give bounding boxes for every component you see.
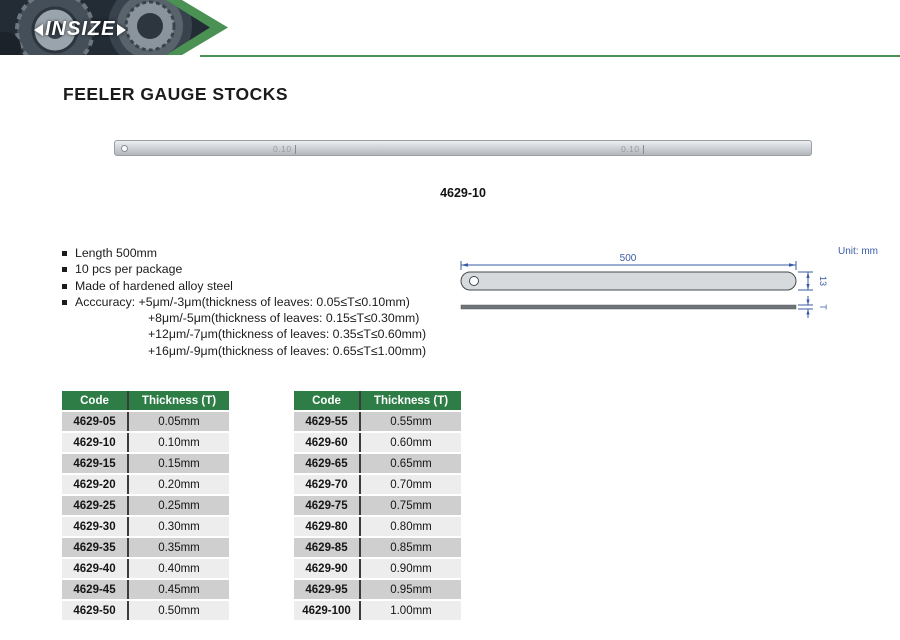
thickness-cell: 0.55mm <box>361 412 461 431</box>
code-cell: 4629-50 <box>62 601 129 620</box>
thickness-cell: 0.25mm <box>129 496 229 515</box>
code-cell: 4629-05 <box>62 412 129 431</box>
thickness-cell: 0.70mm <box>361 475 461 494</box>
thickness-cell: 0.35mm <box>129 538 229 557</box>
thickness-cell: 0.50mm <box>129 601 229 620</box>
gauge-hole <box>121 145 128 152</box>
table-row <box>62 496 229 515</box>
table-header-row <box>62 391 229 410</box>
logo-arrow-right-icon <box>117 24 126 36</box>
page-title: FEELER GAUGE STOCKS <box>63 84 289 104</box>
table-row <box>294 433 461 452</box>
insize-logo <box>34 18 126 41</box>
logo-text: INSIZE <box>45 18 116 40</box>
accuracy-continuation-line: +16μm/-9μm(thickness of leaves: 0.65≤T≤1.00mm) <box>148 343 427 358</box>
bullet-square-icon <box>62 300 67 305</box>
length-dim-label: 500 <box>619 253 637 264</box>
thickness-cell: 0.75mm <box>361 496 461 515</box>
table-row <box>294 601 461 620</box>
table-row <box>62 538 229 557</box>
thickness-cell: 0.95mm <box>361 580 461 599</box>
code-cell: 4629-80 <box>294 517 361 536</box>
code-cell: 4629-75 <box>294 496 361 515</box>
code-cell: 4629-85 <box>294 538 361 557</box>
technical-drawing <box>455 242 900 326</box>
thickness-cell: 0.20mm <box>129 475 229 494</box>
spec-item: Acccuracy: +5μm/-3μm(thickness of leaves: 0.05≤T≤0.10mm) <box>62 295 426 311</box>
table-row <box>62 580 229 599</box>
header-rule <box>200 55 900 57</box>
bullet-square-icon <box>62 284 67 289</box>
column-header: Code <box>62 391 129 410</box>
thickness-cell: 0.40mm <box>129 559 229 578</box>
table-row <box>62 601 229 620</box>
gauge-tick <box>643 145 645 154</box>
code-cell: 4629-100 <box>294 601 361 620</box>
column-header: Thickness (T) <box>361 391 461 410</box>
code-cell: 4629-20 <box>62 475 129 494</box>
thickness-cell: 0.90mm <box>361 559 461 578</box>
gauge-tick <box>295 145 297 154</box>
specs-list <box>62 246 426 360</box>
code-cell: 4629-15 <box>62 454 129 473</box>
thickness-cell: 0.65mm <box>361 454 461 473</box>
bullet-square-icon <box>62 251 67 256</box>
table-row <box>294 580 461 599</box>
thickness-cell: 1.00mm <box>361 601 461 620</box>
table-row <box>294 517 461 536</box>
code-cell: 4629-40 <box>62 559 129 578</box>
code-cell: 4629-95 <box>294 580 361 599</box>
table-row <box>62 412 229 431</box>
drawing-hole <box>470 277 479 286</box>
bullet-square-icon <box>62 267 67 272</box>
gauge-marking: 0.10 <box>621 144 644 154</box>
thickness-dim-label: T <box>818 304 828 310</box>
drawing-side-view <box>461 305 796 309</box>
thickness-cell: 0.85mm <box>361 538 461 557</box>
gauge-caption: 4629-10 <box>440 186 486 200</box>
table-row <box>294 538 461 557</box>
code-cell: 4629-55 <box>294 412 361 431</box>
accuracy-continuation-line: +8μm/-5μm(thickness of leaves: 0.15≤T≤0.30mm) <box>148 311 420 326</box>
code-cell: 4629-90 <box>294 559 361 578</box>
left-code-table <box>62 389 229 622</box>
thickness-cell: 0.10mm <box>129 433 229 452</box>
table-header-row <box>294 391 461 410</box>
code-cell: 4629-65 <box>294 454 361 473</box>
thickness-cell: 0.15mm <box>129 454 229 473</box>
code-cell: 4629-30 <box>62 517 129 536</box>
code-cell: 4629-60 <box>294 433 361 452</box>
table-row <box>62 475 229 494</box>
spec-item: 10 pcs per package <box>62 262 426 278</box>
table-row <box>294 559 461 578</box>
table-row <box>294 454 461 473</box>
table-row <box>294 475 461 494</box>
code-cell: 4629-45 <box>62 580 129 599</box>
logo-arrow-left-icon <box>34 24 43 36</box>
code-cell: 4629-35 <box>62 538 129 557</box>
gauge-marking: 0.10 <box>273 144 296 154</box>
thickness-cell: 0.30mm <box>129 517 229 536</box>
thickness-cell: 0.05mm <box>129 412 229 431</box>
unit-label: Unit: mm <box>838 246 878 257</box>
thickness-cell: 0.80mm <box>361 517 461 536</box>
thickness-cell: 0.60mm <box>361 433 461 452</box>
spec-item: Length 500mm <box>62 246 426 262</box>
thickness-cell: 0.45mm <box>129 580 229 599</box>
table-row <box>62 454 229 473</box>
column-header: Thickness (T) <box>129 391 229 410</box>
height-dim-label: 13 <box>818 275 828 287</box>
column-header: Code <box>294 391 361 410</box>
accuracy-continuation-line: +12μm/-7μm(thickness of leaves: 0.35≤T≤0.60mm) <box>148 327 427 342</box>
table-row <box>62 517 229 536</box>
table-row <box>294 412 461 431</box>
code-cell: 4629-70 <box>294 475 361 494</box>
code-cell: 4629-10 <box>62 433 129 452</box>
spec-item: Made of hardened alloy steel <box>62 279 426 295</box>
table-row <box>294 496 461 515</box>
drawing-front-view <box>461 272 796 290</box>
feeler-gauge-image <box>114 140 812 156</box>
right-code-table <box>294 389 461 622</box>
table-row <box>62 433 229 452</box>
code-cell: 4629-25 <box>62 496 129 515</box>
table-row <box>62 559 229 578</box>
